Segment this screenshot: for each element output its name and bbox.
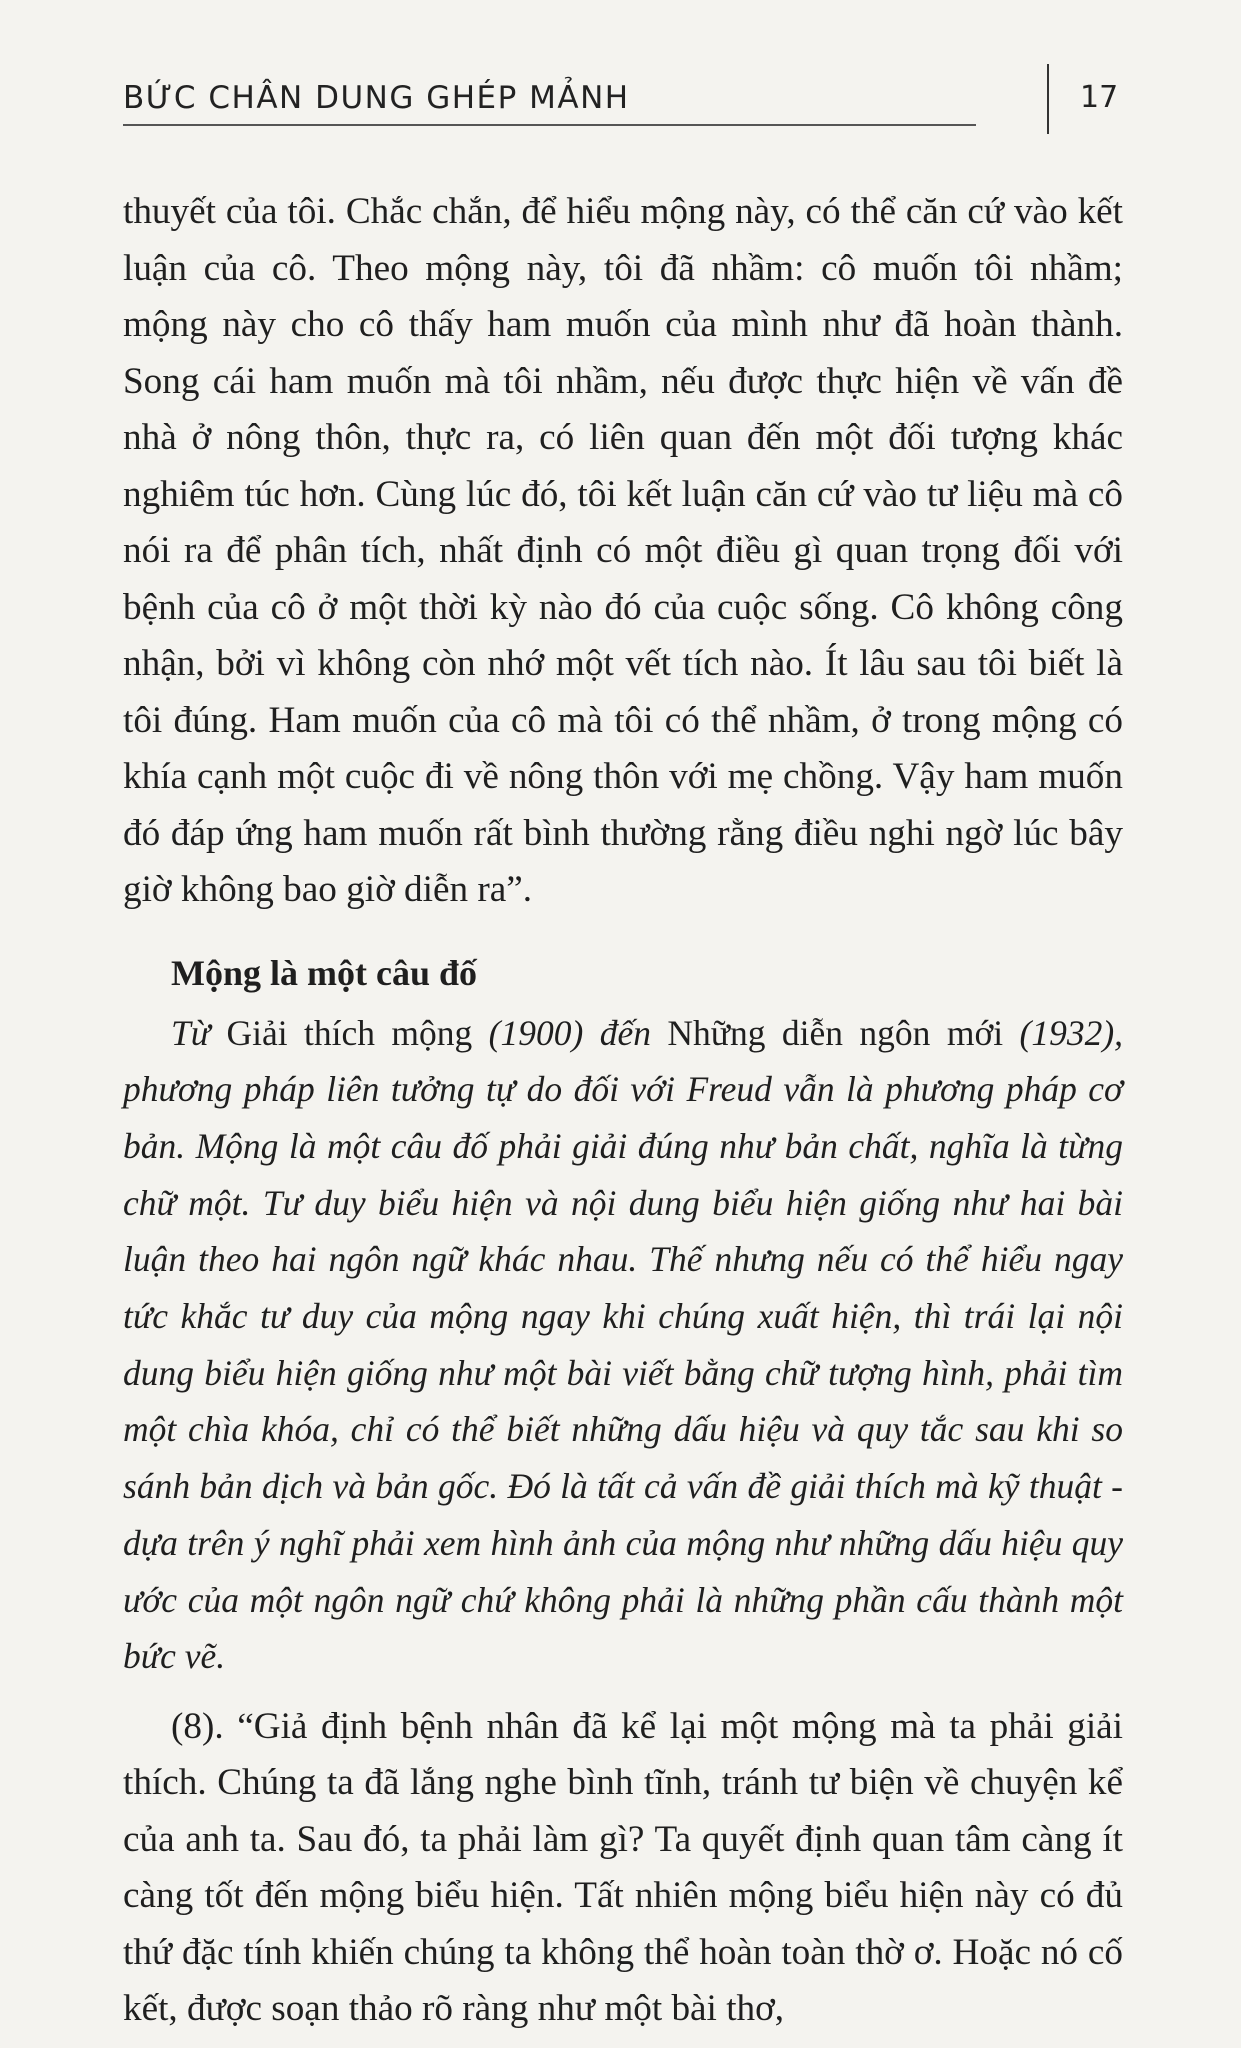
running-header xyxy=(123,76,976,126)
running-title: BỨC CHÂN DUNG GHÉP MẢNH xyxy=(123,80,630,116)
work-title-2: Những diễn ngôn mới xyxy=(667,1012,1004,1053)
header-divider xyxy=(1047,64,1049,134)
page-number: 17 xyxy=(1080,80,1119,115)
italic-commentary xyxy=(123,1005,1123,1685)
body-text xyxy=(123,184,1123,2038)
section-heading: Mộng là một câu đố xyxy=(171,952,477,993)
commentary-part-2: (1900) đến xyxy=(472,1012,668,1053)
paragraph-quote: (8). “Giả định bệnh nhân đã kể lại một mộng mà ta phải giải thích. Chúng ta đã lắng nghe bình tĩnh, tránh tư biện về chuyện kể của anh ta. Sau đó, ta phải làm gì? Ta quyết định quan tâm càng ít càng tốt đến mộng biểu hiện. Tất nhiên mộng biểu hiện này có đủ thứ đặc tính khiến chúng ta không thể hoàn toàn thờ ơ. Hoặc nó cố kết, được soạn thảo rõ ràng như một bài thơ, xyxy=(123,1705,1123,2030)
commentary-part-3: (1932), phương pháp liên tưởng tự do đối với Freud vẫn là phương pháp cơ bản. Mộng là một câu đố phải giải đúng như bản chất, nghĩa là từng chữ một. Tư duy biểu hiện và nội dung biểu hiện giống như hai bài luận theo hai ngôn ngữ khác nhau. Thế nhưng nếu có thể hiểu ngay tức khắc tư duy của mộng ngay khi chúng xuất hiện, thì trái lại nội dung biểu hiện giống như một bài viết bằng chữ tượng hình, phải tìm một chìa khóa, chỉ có thể biết những dấu hiệu và quy tắc sau khi so sánh bản dịch và bản gốc. Đó là tất cả vấn đề giải thích mà kỹ thuật - dựa trên ý nghĩ phải xem hình ảnh của mộng như những dấu hiệu quy ước của một ngôn ngữ chứ không phải là những phần cấu thành một bức vẽ. xyxy=(123,1012,1124,1677)
commentary-part-1: Từ xyxy=(171,1012,227,1053)
work-title-1: Giải thích mộng xyxy=(226,1012,473,1053)
paragraph-continued: thuyết của tôi. Chắc chắn, để hiểu mộng này, có thể căn cứ vào kết luận của cô. Theo mộng này, tôi đã nhầm: cô muốn tôi nhầm; mộng này cho cô thấy ham muốn của mình như đã hoàn thành. Song cái ham muốn mà tôi nhầm, nếu được thực hiện về vấn đề nhà ở nông thôn, thực ra, có liên quan đến một đối tượng khác nghiêm túc hơn. Cùng lúc đó, tôi kết luận căn cứ vào tư liệu mà cô nói ra để phân tích, nhất định có một điều gì quan trọng đối với bệnh của cô ở một thời kỳ nào đó của cuộc sống. Cô không công nhận, bởi vì không còn nhớ một vết tích nào. Ít lâu sau tôi biết là tôi đúng. Ham muốn của cô mà tôi có thể nhầm, ở trong mộng có khía cạnh một cuộc đi về nông thôn với mẹ chồng. Vậy ham muốn đó đáp ứng ham muốn rất bình thường rằng điều nghi ngờ lúc bây giờ không bao giờ diễn ra”. xyxy=(123,191,1123,910)
header-rule xyxy=(123,124,976,126)
